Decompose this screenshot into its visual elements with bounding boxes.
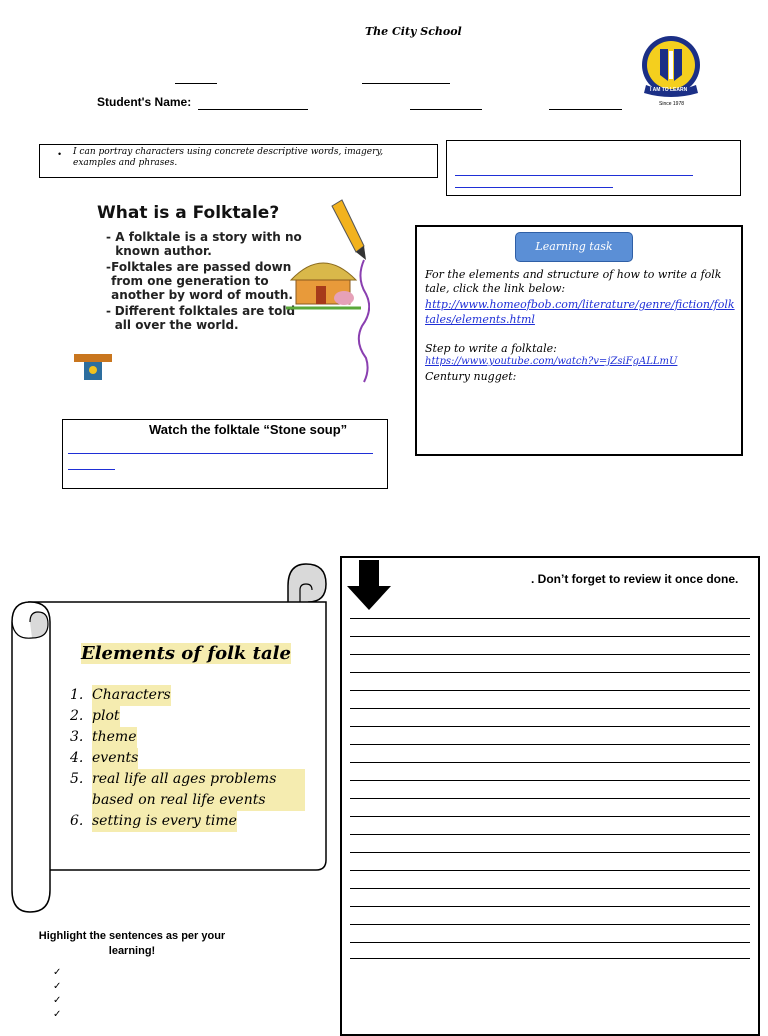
arrow-down-icon	[346, 560, 392, 612]
check-icon[interactable]: ✓	[53, 981, 62, 992]
list-item: 4. events	[70, 748, 305, 769]
writing-line[interactable]	[350, 672, 750, 673]
writing-line[interactable]	[350, 654, 750, 655]
writing-line[interactable]	[350, 870, 750, 871]
student-name-label: Student's Name:	[97, 95, 192, 109]
list-item: 5. real life all ages problems based on real life events	[70, 769, 305, 811]
writing-instruction: . Don’t forget to review it once done.	[531, 572, 739, 586]
writing-line[interactable]	[350, 816, 750, 817]
objective-box	[39, 144, 438, 178]
folktale-graphic	[68, 198, 388, 384]
check-icon[interactable]: ✓	[53, 995, 62, 1006]
folktale-graphic-title: What is a Folktale?	[97, 203, 280, 223]
step-label: Step to write a folktale:	[425, 342, 557, 355]
writing-line[interactable]	[350, 958, 750, 959]
logo-motto: I AM TO LEARN	[650, 87, 688, 93]
writing-line[interactable]	[350, 744, 750, 745]
writing-line[interactable]	[350, 690, 750, 691]
highlight-instruction: Highlight the sentences as per your learning!	[38, 930, 226, 957]
watch-box-title: Watch the folktale “Stone soup”	[149, 422, 348, 437]
link-line-1[interactable]	[455, 175, 693, 176]
learning-task-box	[415, 225, 743, 456]
writing-line[interactable]	[350, 888, 750, 889]
writing-line[interactable]	[350, 834, 750, 835]
scroll-title: Elements of folk tale	[81, 643, 291, 664]
writing-line[interactable]	[350, 636, 750, 637]
objective-text: I can portray characters using concrete descriptive words, imagery, examples and phrases.	[73, 147, 384, 168]
writing-line[interactable]	[350, 924, 750, 925]
folktale-point: - Different folktales are told all over the world.	[106, 304, 296, 332]
link-line-2[interactable]	[455, 187, 613, 188]
scroll-banner	[8, 560, 330, 915]
totem-icon	[72, 348, 114, 382]
blank-line-3[interactable]	[410, 109, 482, 110]
blank-line-1[interactable]	[175, 83, 217, 84]
blank-line-4[interactable]	[549, 109, 622, 110]
check-icon[interactable]: ✓	[53, 1009, 62, 1020]
list-item: 3. theme	[70, 727, 305, 748]
list-item: 2. plot	[70, 706, 305, 727]
scroll-list	[70, 685, 305, 832]
watch-link-line-1[interactable]	[68, 453, 373, 454]
crayon-icon	[330, 198, 370, 384]
writing-line[interactable]	[350, 942, 750, 943]
school-logo	[638, 35, 704, 110]
blank-line-2[interactable]	[362, 83, 450, 84]
writing-line[interactable]	[350, 708, 750, 709]
writing-line[interactable]	[350, 618, 750, 619]
list-item: 1. Characters	[70, 685, 305, 706]
folktale-points	[106, 230, 306, 332]
writing-line[interactable]	[350, 726, 750, 727]
watch-box	[62, 419, 388, 489]
logo-since: Since 1978	[659, 101, 685, 107]
learning-task-intro: For the elements and structure of how to write a folk tale, click the link below:	[425, 268, 722, 295]
check-icon[interactable]: ✓	[53, 967, 62, 978]
century-nugget-label: Century nugget:	[425, 370, 517, 383]
checklist	[53, 966, 61, 1022]
youtube-link[interactable]: https://www.youtube.com/watch?v=jZsiFgALLmU	[425, 356, 678, 367]
writing-line[interactable]	[350, 780, 750, 781]
link-box-top	[446, 140, 741, 196]
student-name-field[interactable]	[198, 109, 308, 110]
school-name: The City School	[365, 25, 462, 38]
writing-line[interactable]	[350, 798, 750, 799]
folktale-point: - Folktales are passed down from one generation to another by word of mouth.	[106, 260, 293, 302]
list-item: 6. setting is every time	[70, 811, 305, 832]
writing-box	[340, 556, 760, 1036]
watch-link-line-2[interactable]	[68, 469, 115, 470]
objective-bullet-icon: •	[58, 149, 62, 159]
elements-link[interactable]: http://www.homeofbob.com/literature/genre/fiction/folktales/elements.html	[425, 298, 735, 326]
writing-line[interactable]	[350, 906, 750, 907]
writing-line[interactable]	[350, 762, 750, 763]
folktale-point: - A folktale is a story with no known author.	[106, 230, 302, 258]
writing-line[interactable]	[350, 852, 750, 853]
learning-task-button[interactable]: Learning task	[515, 232, 633, 262]
